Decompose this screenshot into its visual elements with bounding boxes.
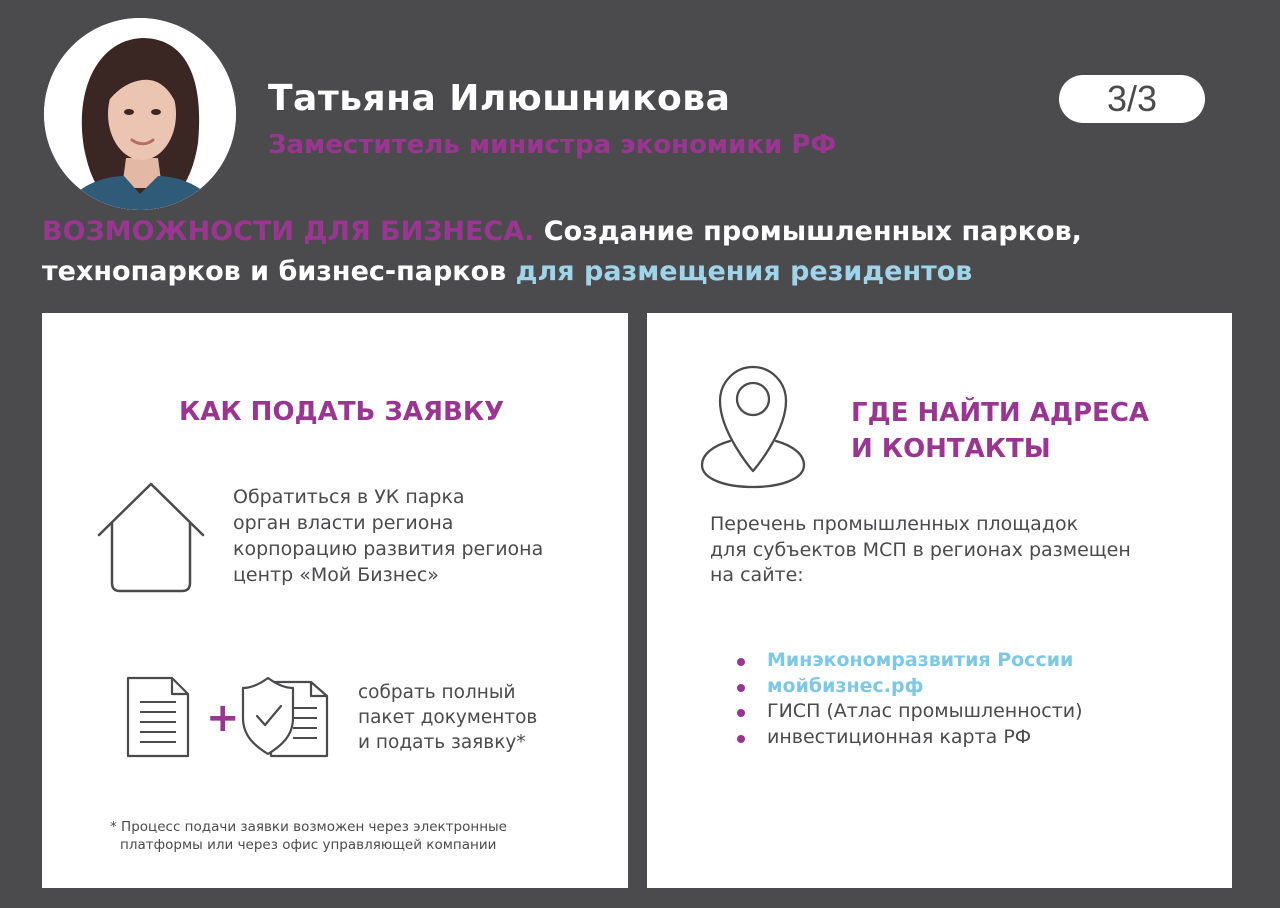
- headline-line2: технопарков и бизнес-парков: [42, 256, 516, 287]
- headline: [42, 212, 1222, 292]
- contacts-text: [233, 484, 543, 588]
- bullet-icon: [737, 709, 745, 717]
- where-to-find-card: [647, 313, 1232, 888]
- contacts-line: Обратиться в УК парка: [233, 486, 465, 508]
- list-item: [735, 699, 1083, 725]
- contacts-line: орган власти региона: [233, 512, 454, 534]
- shield-check-document-icon: [241, 674, 331, 760]
- page-indicator: 3/3: [1059, 75, 1205, 123]
- house-icon: [96, 481, 206, 593]
- intro-text: [710, 512, 1131, 589]
- footnote: [110, 818, 507, 854]
- footnote-line: * Процесс подачи заявки возможен через электронные: [110, 819, 507, 835]
- headline-main: Создание промышленных парков,: [534, 216, 1082, 247]
- bullet-icon: [737, 684, 745, 692]
- title-line: И КОНТАКТЫ: [851, 434, 1051, 464]
- source-link-minek[interactable]: Минэкономразвития России: [767, 649, 1074, 671]
- speaker-photo: [44, 18, 236, 210]
- list-item[interactable]: [735, 648, 1083, 674]
- intro-line: на сайте:: [710, 564, 804, 586]
- where-to-find-title: [851, 395, 1149, 467]
- documents-text: [358, 680, 537, 755]
- intro-line: Перечень промышленных площадок: [710, 513, 1079, 535]
- source-link-moibiznes[interactable]: мойбизнес.рф: [767, 674, 924, 697]
- map-pin-icon: [700, 361, 806, 491]
- speaker-name: Татьяна Илюшникова: [268, 78, 731, 119]
- speaker-position: Заместитель министра экономики РФ: [268, 130, 837, 160]
- documents-line: пакет документов: [358, 707, 538, 728]
- how-to-apply-card: [42, 313, 628, 888]
- how-to-apply-title: КАК ПОДАТЬ ЗАЯВКУ: [179, 397, 505, 427]
- footnote-line: платформы или через офис управляющей компании: [120, 837, 497, 853]
- documents-line: и подать заявку*: [358, 732, 526, 753]
- list-item: [735, 725, 1083, 751]
- headline-accent: ВОЗМОЖНОСТИ ДЛЯ БИЗНЕСА.: [42, 216, 535, 247]
- plus-icon: +: [206, 695, 240, 741]
- headline-highlight: для размещения резидентов: [515, 256, 973, 287]
- bullet-icon: [737, 735, 745, 743]
- sources-list: [735, 648, 1083, 750]
- speaker-portrait-icon: [44, 18, 236, 210]
- title-line: ГДЕ НАЙТИ АДРЕСА: [851, 398, 1150, 428]
- document-icon: [126, 676, 190, 758]
- intro-line: для субъектов МСП в регионах размещен: [710, 538, 1131, 561]
- list-item[interactable]: [735, 674, 1083, 700]
- source-invest-map: инвестиционная карта РФ: [767, 725, 1032, 748]
- documents-line: собрать полный: [358, 682, 516, 703]
- bullet-icon: [737, 658, 745, 666]
- contacts-line: центр «Мой Бизнес»: [233, 564, 439, 586]
- contacts-line: корпорацию развития региона: [233, 538, 544, 560]
- source-gisp: ГИСП (Атлас промышленности): [767, 700, 1083, 722]
